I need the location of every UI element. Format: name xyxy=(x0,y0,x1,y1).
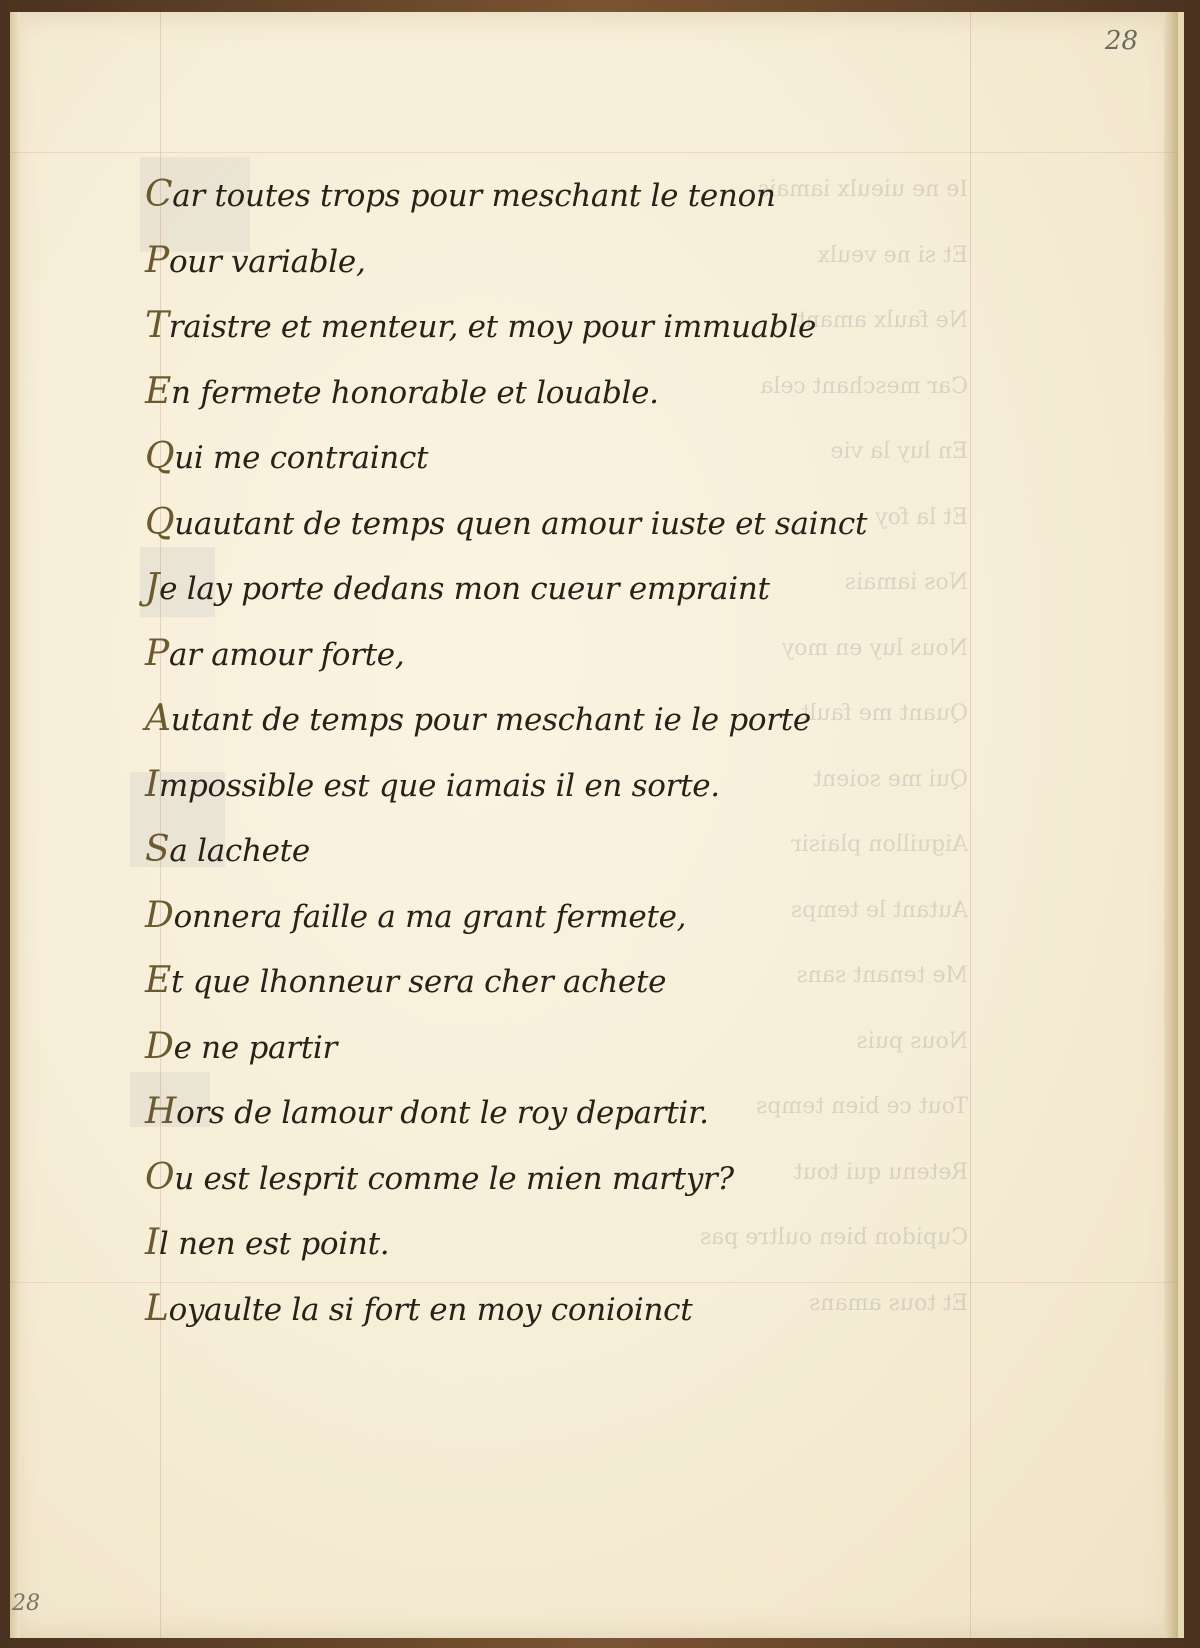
verse-line: Je lay porte dedans mon cueur empraint xyxy=(145,567,770,608)
folio-number-bleed: 28 xyxy=(12,1591,40,1616)
verse-line: Sa lachete xyxy=(145,829,310,870)
show-through-text: Ie ne uieulx iamais Et si ne veulx Ne faulx amant Car meschant cela En luy la vie Et la foy Nos iamais Nous luy en moy Quant me fault Qui me soient Aiguillon plaisir Autant le temps Me tenant sans Nous puis Tout ce bien temps Retenu qui tout Cupidon bien oultre pas Et tous amans xyxy=(699,177,968,1316)
verse-line: Autant de temps pour meschant ie le porte xyxy=(145,698,811,739)
manuscript-page xyxy=(10,12,1184,1638)
verse-line: Hors de lamour dont le roy departir. xyxy=(145,1091,709,1132)
verse-line: Donnera faille a ma grant fermete, xyxy=(145,894,687,936)
verse-line: Car toutes trops pour meschant le tenon xyxy=(145,174,776,215)
ruling-line xyxy=(10,152,1178,153)
page-edge xyxy=(1164,12,1178,1638)
verse-line: Et que lhonneur sera cher achete xyxy=(145,960,667,1001)
verse-line: Qui me contrainct xyxy=(145,436,429,477)
verse-line: Par amour forte, xyxy=(145,632,405,674)
page-gutter xyxy=(10,12,20,1638)
verse-line: Il nen est point. xyxy=(145,1222,390,1263)
verse-line: De ne partir xyxy=(145,1025,337,1067)
folio-number: 28 xyxy=(1104,26,1138,56)
poem-text xyxy=(145,162,1005,1341)
verse-line: Ou est lesprit comme le mien martyr? xyxy=(145,1156,734,1198)
verse-line: Loyaulte la si fort en moy conioinct xyxy=(145,1287,693,1329)
verse-line: Impossible est que iamais il en sorte. xyxy=(145,763,720,805)
verse-line: Traistre et menteur, et moy pour immuable xyxy=(145,305,817,346)
verse-line: Quautant de temps quen amour iuste et sainct xyxy=(145,501,868,543)
verse-line: Pour variable, xyxy=(145,239,366,281)
verse-line: En fermete honorable et louable. xyxy=(145,370,659,412)
